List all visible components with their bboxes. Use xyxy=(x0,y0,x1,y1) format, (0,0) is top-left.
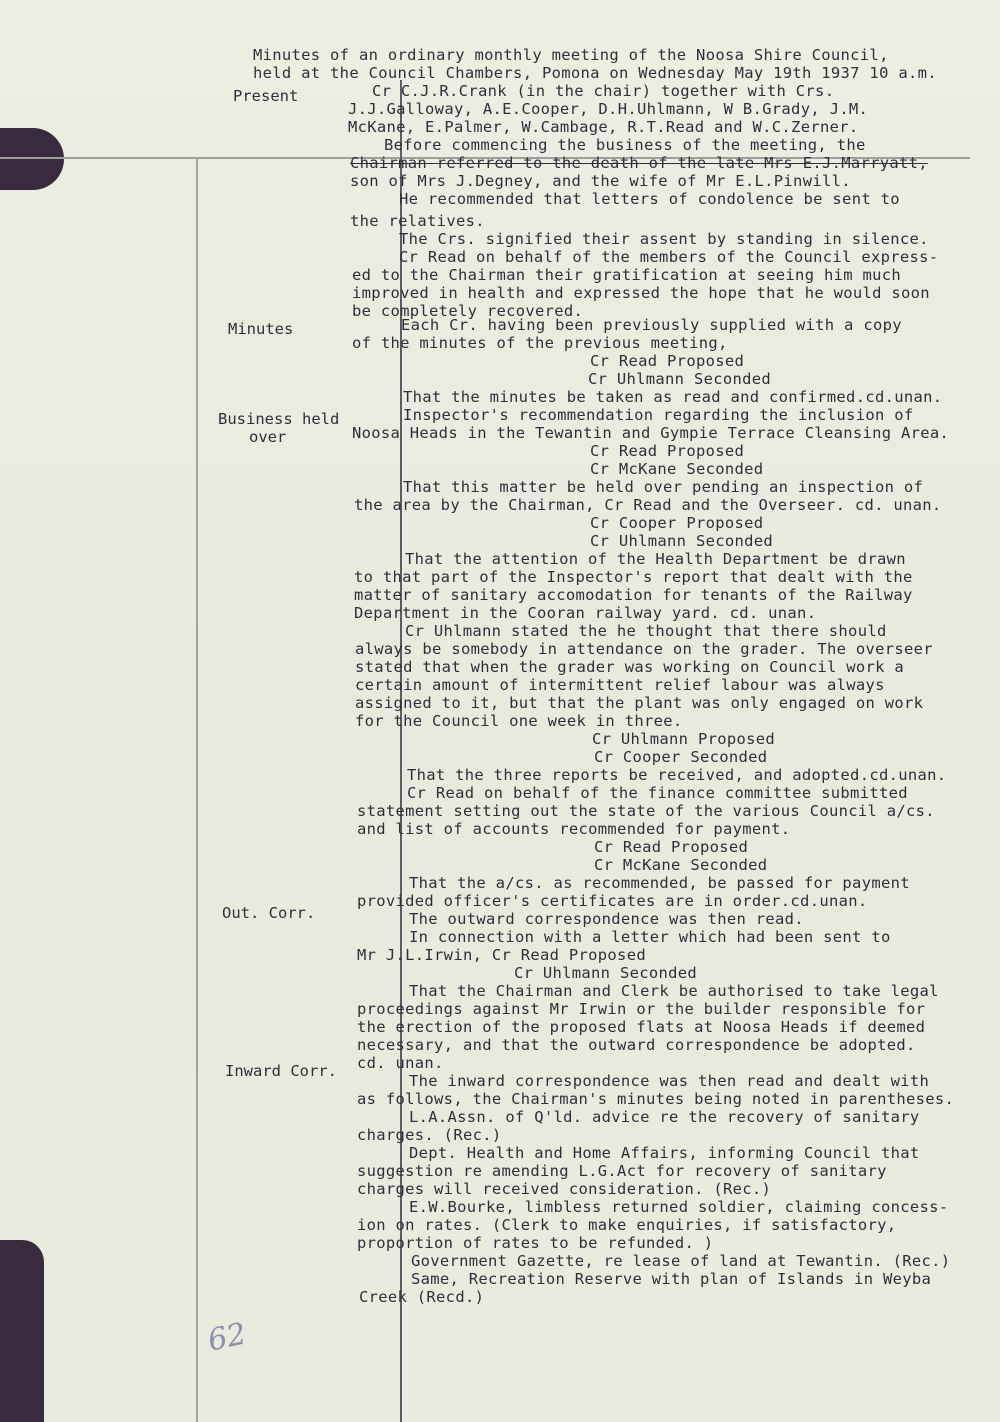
text-line: always be somebody in attendance on the grader. The overseer xyxy=(355,640,933,658)
text-line: suggestion re amending L.G.Act for recovery of sanitary xyxy=(357,1162,887,1180)
margin-note-present: Present xyxy=(233,87,299,105)
text-line: Cr Uhlmann Proposed xyxy=(592,730,776,748)
binder-edge xyxy=(0,1240,44,1422)
text-line: J.J.Galloway, A.E.Cooper, D.H.Uhlmann, W B.Grady, J.M. xyxy=(348,100,869,118)
text-line: Cr Cooper Proposed xyxy=(590,514,764,532)
text-line: Same, Recreation Reserve with plan of Islands in Weyba xyxy=(411,1270,932,1288)
text-line: Cr McKane Seconded xyxy=(594,856,768,874)
margin-note-business-held: Business held xyxy=(218,410,340,428)
margin-note-inward-corr: Inward Corr. xyxy=(225,1062,337,1080)
text-line: Minutes of an ordinary monthly meeting of the Noosa Shire Council, xyxy=(253,46,889,64)
text-line: Each Cr. having been previously supplied with a copy xyxy=(401,316,902,334)
text-line: be completely recovered. xyxy=(352,302,584,320)
text-line: The inward correspondence was then read and dealt with xyxy=(409,1072,930,1090)
text-line: That the Chairman and Clerk be authorised to take legal xyxy=(409,982,939,1000)
text-line: Cr Read on behalf of the finance committee submitted xyxy=(407,784,908,802)
text-line: Cr Cooper Seconded xyxy=(594,748,768,766)
text-line: the area by the Chairman, Cr Read and the Overseer. cd. unan. xyxy=(354,496,942,514)
text-line: and list of accounts recommended for payment. xyxy=(357,820,791,838)
text-line: Inspector's recommendation regarding the inclusion of xyxy=(403,406,914,424)
text-line: Cr Uhlmann Seconded xyxy=(514,964,698,982)
text-line: Cr McKane Seconded xyxy=(590,460,764,478)
text-line: of the minutes of the previous meeting, xyxy=(352,334,728,352)
text-line: In connection with a letter which had been sent to xyxy=(409,928,891,946)
text-line: That the attention of the Health Department be drawn xyxy=(405,550,906,568)
margin-rule xyxy=(196,158,198,1422)
text-line: Cr Read Proposed xyxy=(590,352,745,370)
margin-note-over: over xyxy=(249,428,287,446)
text-line: proportion of rates to be refunded. ) xyxy=(357,1234,714,1252)
text-line: He recommended that letters of condolence be sent to xyxy=(399,190,900,208)
text-line: assigned to it, but that the plant was only engaged on work xyxy=(355,694,924,712)
text-line: That this matter be held over pending an inspection of xyxy=(403,478,924,496)
text-line: Cr Read Proposed xyxy=(594,838,749,856)
text-line: That the a/cs. as recommended, be passed for payment xyxy=(409,874,910,892)
text-line: ion on rates. (Clerk to make enquiries, if satisfactory, xyxy=(357,1216,897,1234)
text-line: son of Mrs J.Degney, and the wife of Mr E.L.Pinwill. xyxy=(350,172,851,190)
text-line-struck: Chairman referred to the death of the late Mrs E.J.Marryatt, xyxy=(350,154,928,172)
text-line: Creek (Recd.) xyxy=(359,1288,485,1306)
text-line: statement setting out the state of the various Council a/cs. xyxy=(357,802,935,820)
text-line: the erection of the proposed flats at Noosa Heads if deemed xyxy=(357,1018,926,1036)
text-line: as follows, the Chairman's minutes being noted in parentheses. xyxy=(357,1090,955,1108)
text-line: Department in the Cooran railway yard. cd. unan. xyxy=(354,604,817,622)
text-line: Cr Uhlmann Seconded xyxy=(588,370,772,388)
text-line: E.W.Bourke, limbless returned soldier, claiming concess- xyxy=(409,1198,949,1216)
text-line: Dept. Health and Home Affairs, informing Council that xyxy=(409,1144,920,1162)
text-line: L.A.Assn. of Q'ld. advice re the recovery of sanitary xyxy=(409,1108,920,1126)
binder-hole xyxy=(0,128,64,190)
text-line: proceedings against Mr Irwin or the builder responsible for xyxy=(357,1000,926,1018)
text-line: That the minutes be taken as read and confirmed.cd.unan. xyxy=(403,388,943,406)
text-line: held at the Council Chambers, Pomona on Wednesday May 19th 1937 10 a.m. xyxy=(253,64,937,82)
text-line: stated that when the grader was working on Council work a xyxy=(355,658,905,676)
text-line: Noosa Heads in the Tewantin and Gympie Terrace Cleansing Area. xyxy=(352,424,950,442)
text-line: provided officer's certificates are in order.cd.unan. xyxy=(357,892,868,910)
text-line: Cr C.J.R.Crank (in the chair) together with Crs. xyxy=(372,82,835,100)
pen-mark: 62 xyxy=(204,1316,250,1359)
text-line: charges will received consideration. (Rec.) xyxy=(357,1180,772,1198)
text-line: certain amount of intermittent relief labour was always xyxy=(355,676,885,694)
margin-note-minutes: Minutes xyxy=(228,320,294,338)
text-line: matter of sanitary accomodation for tenants of the Railway xyxy=(354,586,913,604)
text-line: charges. (Rec.) xyxy=(357,1126,502,1144)
text-line: Mr J.L.Irwin, Cr Read Proposed xyxy=(357,946,646,964)
text-line: Cr Read on behalf of the members of the Council express- xyxy=(399,248,939,266)
text-line: for the Council one week in three. xyxy=(355,712,683,730)
text-line: That the three reports be received, and adopted.cd.unan. xyxy=(407,766,947,784)
text-line: Cr Read Proposed xyxy=(590,442,745,460)
text-line: McKane, E.Palmer, W.Cambage, R.T.Read and W.C.Zerner. xyxy=(348,118,859,136)
text-line: improved in health and expressed the hope that he would soon xyxy=(352,284,930,302)
text-line: ed to the Chairman their gratification at seeing him much xyxy=(352,266,902,284)
text-line: The outward correspondence was then read. xyxy=(409,910,804,928)
text-line: the relatives. xyxy=(350,212,485,230)
text-line: Government Gazette, re lease of land at Tewantin. (Rec.) xyxy=(411,1252,951,1270)
text-line: cd. unan. xyxy=(357,1054,444,1072)
text-line: necessary, and that the outward correspondence be adopted. xyxy=(357,1036,916,1054)
text-line: Before commencing the business of the meeting, the xyxy=(384,136,866,154)
text-line: Cr Uhlmann Seconded xyxy=(590,532,774,550)
text-line: to that part of the Inspector's report that dealt with the xyxy=(354,568,913,586)
margin-note-out-corr: Out. Corr. xyxy=(222,904,316,922)
text-line: Cr Uhlmann stated the he thought that there should xyxy=(405,622,887,640)
text-line: The Crs. signified their assent by standing in silence. xyxy=(399,230,929,248)
